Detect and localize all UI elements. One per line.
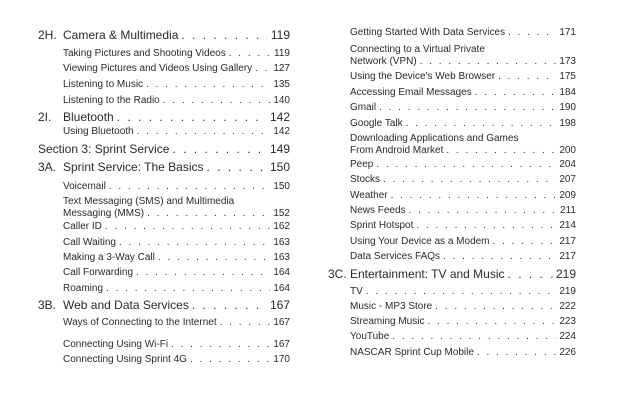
toc-entry-label: YouTube: [350, 331, 390, 342]
toc-entry-label: Connecting Using Sprint 4G: [63, 354, 187, 365]
toc-entry-label: Caller ID: [63, 221, 102, 232]
page-number: 164: [273, 283, 290, 294]
toc-entry-label: Making a 3-Way Call: [63, 252, 155, 263]
toc-entry-label: NASCAR Sprint Cup Mobile: [350, 347, 474, 358]
dot-leader: [420, 56, 557, 67]
dot-leader: [383, 174, 556, 185]
toc-entry-label: Using Bluetooth: [63, 126, 134, 137]
dot-leader: [416, 220, 556, 231]
page-number: 142: [273, 126, 290, 137]
dot-leader: [391, 190, 557, 201]
dot-leader: [508, 267, 553, 281]
dot-leader: [443, 251, 556, 262]
page-number: 175: [559, 71, 576, 82]
dot-leader: [192, 298, 267, 312]
chapter-title: Camera & Multimedia: [63, 28, 179, 42]
page-number: 163: [273, 237, 290, 248]
dot-leader: [435, 301, 556, 312]
dot-leader: [477, 347, 556, 358]
dot-leader: [109, 181, 271, 192]
dot-leader: [181, 28, 267, 42]
page-number: 217: [559, 236, 576, 247]
toc-entry-label-line1: Connecting to a Virtual Private: [350, 44, 485, 55]
chapter-number: 2H.: [38, 28, 57, 42]
toc-entry-label-line1: Downloading Applications and Games: [350, 133, 519, 144]
page-number: 167: [273, 339, 290, 350]
dot-leader: [446, 145, 556, 156]
toc-entry-label: News Feeds: [350, 205, 406, 216]
page-number: 149: [269, 142, 290, 156]
dot-leader: [147, 208, 270, 219]
chapter-title: Section 3: Sprint Service: [38, 142, 170, 156]
page-number: 198: [559, 118, 576, 129]
toc-entry-label: Listening to Music: [63, 79, 144, 90]
page-number: 119: [270, 28, 290, 42]
chapter-title: Web and Data Services: [63, 298, 189, 312]
dot-leader: [146, 79, 270, 90]
page-number: 167: [269, 298, 290, 312]
dot-leader: [207, 160, 267, 174]
toc-entry-label: Music - MP3 Store: [350, 301, 433, 312]
page-number: 135: [273, 79, 290, 90]
dot-leader: [220, 317, 271, 328]
chapter-title: Sprint Service: The Basics: [63, 160, 204, 174]
toc-entry-label: Network (VPN): [350, 56, 417, 67]
dot-leader: [255, 63, 270, 74]
toc-entry-label: Roaming: [63, 283, 104, 294]
page-number: 219: [555, 267, 576, 281]
dot-leader: [190, 354, 270, 365]
toc-entry-label: Call Waiting: [63, 237, 116, 248]
dot-leader: [137, 126, 271, 137]
page-number: 200: [559, 145, 576, 156]
dot-leader: [409, 205, 557, 216]
dot-leader: [163, 95, 271, 106]
dot-leader: [136, 267, 270, 278]
page-number: 163: [273, 252, 290, 263]
toc-entry-label: Viewing Pictures and Videos Using Gallery: [63, 63, 253, 74]
toc-entry-label: Listening to the Radio: [63, 95, 160, 106]
page-number: 226: [559, 347, 576, 358]
toc-entry-label: Using Your Device as a Modem: [350, 236, 490, 247]
page-number: 190: [559, 102, 576, 113]
dot-leader: [106, 283, 270, 294]
chapter-number: 3A.: [38, 160, 57, 174]
page-number: 211: [560, 205, 576, 216]
chapter-number: 2I.: [38, 110, 52, 124]
toc-entry-label: Stocks: [350, 174, 381, 185]
dot-leader: [493, 236, 557, 247]
page-number: 173: [559, 56, 576, 67]
page-number: 224: [559, 331, 576, 342]
toc-entry-label: Sprint Hotspot: [350, 220, 414, 231]
dot-leader: [229, 48, 271, 59]
page-number: 209: [559, 190, 576, 201]
dot-leader: [158, 252, 270, 263]
page-number: 164: [273, 267, 290, 278]
toc-entry-label: Accessing Email Messages: [350, 87, 472, 98]
dot-leader: [379, 102, 556, 113]
toc-entry-label: Voicemail: [63, 181, 106, 192]
dot-leader: [171, 339, 270, 350]
chapter-number: 3B.: [38, 298, 57, 312]
dot-leader: [508, 27, 556, 38]
toc-entry-label: Streaming Music: [350, 316, 425, 327]
dot-leader: [475, 87, 557, 98]
page-number: 119: [274, 48, 290, 59]
page-number: 204: [559, 159, 576, 170]
dot-leader: [392, 331, 556, 342]
toc-entry-label: Connecting Using Wi-Fi: [63, 339, 169, 350]
dot-leader: [376, 159, 556, 170]
page-number: 171: [559, 27, 576, 38]
toc-entry-label: Weather: [350, 190, 388, 201]
page-number: 150: [273, 181, 290, 192]
page-number: 152: [273, 208, 290, 219]
toc-entry-label: Call Forwarding: [63, 267, 134, 278]
toc-entry-label: TV: [350, 286, 363, 297]
page-number: 140: [273, 95, 290, 106]
chapter-title: Entertainment: TV and Music: [350, 267, 505, 281]
toc-entry-label: Taking Pictures and Shooting Videos: [63, 48, 226, 59]
dot-leader: [406, 118, 557, 129]
dot-leader: [172, 142, 267, 156]
page-number: 207: [559, 174, 576, 185]
page-number: 184: [559, 87, 576, 98]
toc-entry-label: Data Services FAQs: [350, 251, 441, 262]
page-number: 127: [273, 63, 290, 74]
chapter-title: Bluetooth: [63, 110, 114, 124]
page-number: 214: [559, 220, 576, 231]
page-number: 170: [273, 354, 290, 365]
dot-leader: [427, 316, 556, 327]
page-number: 223: [559, 316, 576, 327]
toc-entry-label: Using the Device's Web Browser: [350, 71, 496, 82]
toc-entry-label: From Android Market: [350, 145, 444, 156]
toc-entry-label: Getting Started With Data Services: [350, 27, 506, 38]
toc-entry-label: Peep: [350, 159, 374, 170]
toc-entry-label: Messaging (MMS): [63, 208, 145, 219]
toc-entry-label: Gmail: [350, 102, 377, 113]
toc-entry-label: Ways of Connecting to the Internet: [63, 317, 217, 328]
page-number: 167: [273, 317, 290, 328]
dot-leader: [119, 237, 270, 248]
dot-leader: [105, 221, 270, 232]
page-number: 219: [559, 286, 576, 297]
page-number: 222: [559, 301, 576, 312]
dot-leader: [366, 286, 557, 297]
dot-leader: [498, 71, 556, 82]
dot-leader: [117, 110, 267, 124]
page-number: 142: [269, 110, 290, 124]
toc-entry-label-line1: Text Messaging (SMS) and Multimedia: [63, 196, 235, 207]
page-number: 217: [559, 251, 576, 262]
page-number: 162: [273, 221, 290, 232]
chapter-number: 3C.: [328, 267, 347, 281]
toc-entry-label: Google Talk: [350, 118, 403, 129]
page-number: 150: [269, 160, 290, 174]
